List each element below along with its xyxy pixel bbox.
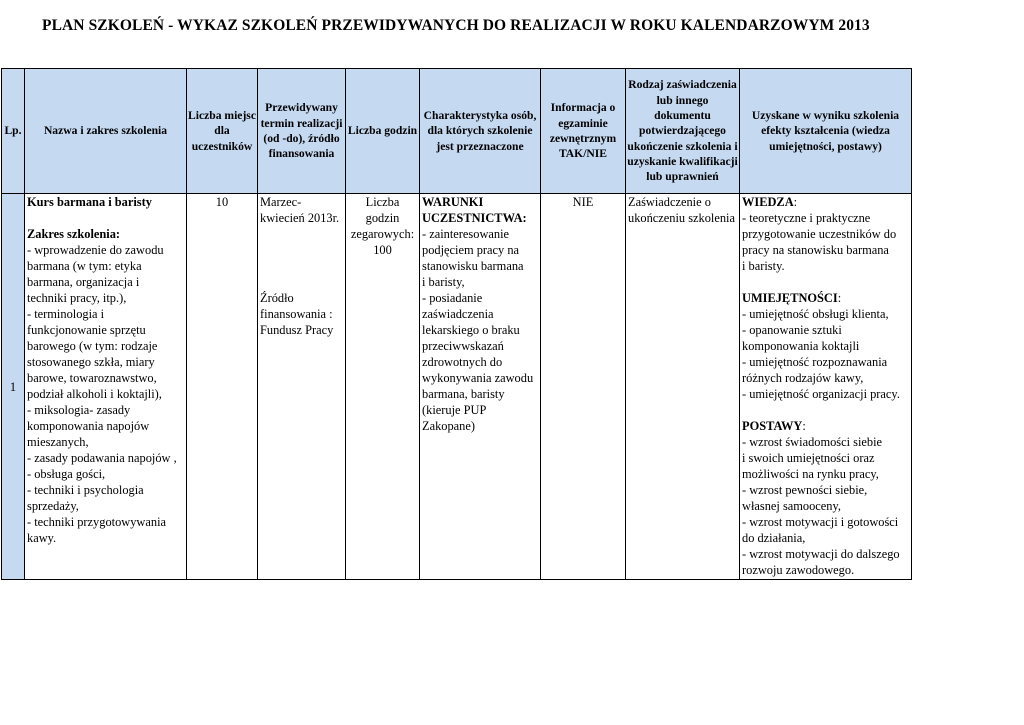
hours-cell [346, 194, 420, 580]
text-line: - miksologia- zasady [27, 403, 131, 417]
row-lp: 1 [2, 194, 25, 580]
text-line: rozwoju zawodowego. [742, 563, 855, 577]
text-line: komponowania koktajli [742, 339, 860, 353]
text-line: - zainteresowanie [422, 227, 510, 241]
text-line: - posiadanie [422, 291, 483, 305]
text-line: kawy. [27, 531, 57, 545]
funding-text [260, 290, 343, 338]
text-line: - wzrost motywacji i gotowości [742, 515, 899, 529]
text-line: i baristy, [422, 275, 465, 289]
text-line: barmana (w tym: etyka [27, 259, 142, 273]
text-line: - umiejętność obsługi klienta, [742, 307, 889, 321]
places-cell: 10 [187, 194, 258, 580]
header-name: Nazwa i zakres szkolenia [25, 69, 187, 194]
term-text [260, 194, 343, 226]
text-line: możliwości na rynku pracy, [742, 467, 879, 481]
header-exam: Informacja o egzaminie zewnętrznym TAK/NIE [541, 69, 626, 194]
header-places: Liczba miejsc dla uczestników [187, 69, 258, 194]
text-line: 100 [373, 243, 392, 257]
text-line: stosowanego szkła, miary [27, 355, 155, 369]
text-line: i swoich umiejętności oraz [742, 451, 875, 465]
text-line: - wprowadzenie do zawodu [27, 243, 164, 257]
attitudes-list [742, 434, 909, 578]
text-line: - umiejętność rozpoznawania [742, 355, 888, 369]
header-term: Przewidywany termin realizacji (od -do), źródło finansowania [258, 69, 346, 194]
text-line: Zaświadczenie o [628, 195, 711, 209]
text-line: zdrowotnych do [422, 355, 503, 369]
text-line: własnej samooceny, [742, 499, 841, 513]
text-line: barowego (w tym: rodzaje [27, 339, 158, 353]
exam-cell: NIE [541, 194, 626, 580]
text-line: i baristy. [742, 259, 785, 273]
header-participants: Charakterystyka osób, dla których szkolenie jest przeznaczone [420, 69, 541, 194]
text-line: UCZESTNICTWA: [422, 211, 527, 225]
text-line: techniki pracy, itp.), [27, 291, 127, 305]
text-line: lekarskiego o braku [422, 323, 520, 337]
text-line: komponowania napojów [27, 419, 150, 433]
skills-label: UMIEJĘTNOŚCI [742, 291, 838, 305]
text-line: zaświadczenia [422, 307, 494, 321]
term-cell [258, 194, 346, 580]
knowledge-list [742, 210, 909, 274]
certificate-cell [626, 194, 740, 580]
text-line: - techniki przygotowywania [27, 515, 167, 529]
text-line: godzin [365, 211, 400, 225]
text-line: - umiejętność organizacji pracy. [742, 387, 900, 401]
text-line: do działania, [742, 531, 806, 545]
header-certificate: Rodzaj zaświadczenia lub innego dokumentu potwierdzającego ukończenie szkolenia i uzyskanie kwalifikacji lub uprawnień [626, 69, 740, 194]
header-effects: Uzyskane w wyniku szkolenia efekty kształcenia (wiedza umiejętności, postawy) [740, 69, 912, 194]
certificate-text [628, 194, 737, 226]
text-line: - opanowanie sztuki [742, 323, 842, 337]
text-line: - terminologia i [27, 307, 105, 321]
text-line: pracy na stanowisku barmana [742, 243, 889, 257]
text-line: (kieruje PUP [422, 403, 487, 417]
text-line: barmana, organizacja i [27, 275, 140, 289]
text-line: finansowania : [260, 307, 333, 321]
course-name: Kurs barmana i baristy [27, 195, 152, 209]
effects-cell: WIEDZA: - teoretyczne i praktyczne przygotowanie uczestników do pracy na stanowisku barmana i baristy. UMIEJĘTNOŚCI: - umiejętność obsługi klienta, - opanowanie sztuki komponowania koktajli - umiejętność rozpoznawania różnych rodzajów kawy, - umiejętność organizacji pracy. POSTAWY: - wzrost świadomości siebie i swoich umiejętności oraz możliwości na rynku pracy, - wzrost pewności siebie, własnej samooceny, - wzrost motywacji i gotowości do działania, - wzrost motywacji do dalszego rozwoju zawodowego. [740, 194, 912, 580]
course-cell [25, 194, 187, 580]
text-line: sprzedaży, [27, 499, 79, 513]
participants-cell [420, 194, 541, 580]
attitudes-label: POSTAWY [742, 419, 803, 433]
conditions-list [422, 226, 538, 434]
text-line: - techniki i psychologia [27, 483, 144, 497]
header-row [2, 69, 912, 194]
text-line: - obsługa gości, [27, 467, 106, 481]
header-hours: Liczba godzin [346, 69, 420, 194]
text-line: podział alkoholi i koktajli), [27, 387, 162, 401]
text-line: - wzrost świadomości siebie [742, 435, 883, 449]
text-line: Fundusz Pracy [260, 323, 334, 337]
text-line: ukończeniu szkolenia [628, 211, 736, 225]
text-line: kwiecień 2013r. [260, 211, 340, 225]
knowledge-label: WIEDZA [742, 195, 794, 209]
text-line: mieszanych, [27, 435, 89, 449]
text-line: - teoretyczne i praktyczne [742, 211, 871, 225]
text-line: przeciwwskazań [422, 339, 504, 353]
text-line: przygotowanie uczestników do [742, 227, 897, 241]
text-line: stanowisku barmana [422, 259, 524, 273]
text-line: WARUNKI [422, 195, 484, 209]
text-line: Marzec- [260, 195, 302, 209]
text-line: barmana, baristy [422, 387, 505, 401]
text-line: Źródło [260, 291, 294, 305]
text-line: Liczba [365, 195, 400, 209]
page-title: PLAN SZKOLEŃ - WYKAZ SZKOLEŃ PRZEWIDYWANYCH DO REALIZACJI W ROKU KALENDARZOWYM 2013 [42, 17, 870, 34]
text-line: wykonywania zawodu [422, 371, 534, 385]
scope-label: Zakres szkolenia: [27, 227, 121, 241]
hours-text [348, 194, 417, 258]
conditions-title [422, 194, 538, 226]
text-line: - wzrost motywacji do dalszego [742, 547, 900, 561]
skills-list [742, 306, 909, 402]
text-line: podjęciem pracy na [422, 243, 520, 257]
table-row [2, 194, 912, 580]
text-line: funkcjonowanie sprzętu [27, 323, 146, 337]
scope-list [27, 242, 184, 546]
text-line: zegarowych: [350, 227, 415, 241]
training-plan-table [1, 68, 912, 580]
text-line: - zasady podawania napojów , [27, 451, 177, 465]
text-line: różnych rodzajów kawy, [742, 371, 864, 385]
text-line: - wzrost pewności siebie, [742, 483, 868, 497]
header-lp: Lp. [2, 69, 25, 194]
text-line: Zakopane) [422, 419, 475, 433]
text-line: barowe, towaroznawstwo, [27, 371, 157, 385]
